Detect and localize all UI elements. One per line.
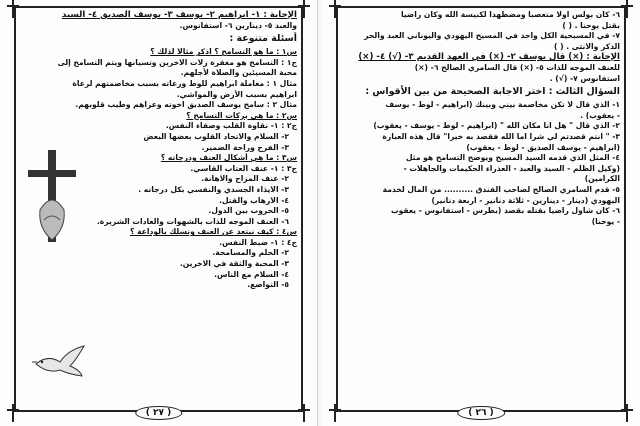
cross-ornament-icon <box>6 404 20 422</box>
page-27 <box>0 0 318 426</box>
cross-ornament-icon <box>620 0 634 18</box>
cross-ornament-icon <box>297 404 311 422</box>
text-line: ج٢ : ١- نقاوة القلب وصفاء النفس. <box>165 121 297 131</box>
text-line: - يوحنا) <box>591 216 620 226</box>
text-line: ٥- التواضع. <box>247 280 289 290</box>
question-line: س٣ : ما هي أشكال العنف ودرجاته ؟ <box>160 153 297 163</box>
text-line: ج١ : التسامح هو مغفرة زلات الاخرين وتسيانها ويتم التسامح إلى <box>57 57 297 67</box>
dove-illustration-icon <box>30 340 90 382</box>
cross-ornament-icon <box>6 0 20 18</box>
question-line: س٤ : كيف نبتعد عن العنف ونسلك بالوداعة ؟ <box>130 227 297 237</box>
text-line: ج٤ : ١- ضبط النفس. <box>219 237 297 247</box>
text-line: (وكيل الظلم - السيد والعبد - العذراء الحكيمات والجاهلات - <box>403 163 620 173</box>
text-line: محبة المسيئين والصلاة لأجلهم. <box>180 68 297 78</box>
text-line: ٣- المحبة والثقة في الاخرين. <box>179 259 289 269</box>
crucifix-illustration-icon <box>26 150 78 246</box>
text-line: اليهودي (دينار - دينارين - ثلاثة دنانير - اربعة دنانير) <box>431 195 620 205</box>
text-line: ٢- السلام والاتحاد القلوب بعضها البعض <box>143 131 289 141</box>
text-line: ٢- عنف المزاح والاهانة. <box>201 174 289 184</box>
text-line: ج٣ : ١- عنف العتاب القاسي. <box>190 163 297 173</box>
text-line: ٦- العنف الموجه للذات بالشهوات والعادات الشريرة. <box>96 216 289 226</box>
section-heading: أسئلة متنوعة : <box>229 33 297 45</box>
text-line: ٥- قدم السامري الصالح لصاحب الفندق .......... من المال لخدمة <box>382 184 620 194</box>
text-line: ٢- الحلم والمسامحة. <box>212 248 289 258</box>
cross-ornament-icon <box>297 0 311 18</box>
answer-line: الإجابة : (×) قال يوسف ٢- (×) في العهد القديم ٣- (√) ٤- (×) <box>358 52 620 63</box>
text-line: ٤- السلام مع الناس. <box>214 269 289 279</box>
question-line: س١ : ما هو التسامح ؟ اذكر مثالا لذلك ؟ <box>150 47 297 57</box>
text-line: (ابراهيم - يوسف الصديق - لوط - يعقوب) <box>466 142 620 152</box>
text-line: مثال ٢ : سامح يوسف الصديق اخوته وعزاهم وطيب قلوبهم. <box>75 100 297 110</box>
text-line: ٦- كان شاول راضيا بقتله بقصد (بطرس - استفانوس - يعقوب <box>391 206 620 216</box>
cross-ornament-icon <box>328 404 342 422</box>
text-line: ابراهيم بسبب الأرض والمواشي. <box>176 89 297 99</box>
section-heading: السؤال الثالث : اختر الاجابة الصحيحة من بين الأقواس : <box>365 86 620 98</box>
cross-ornament-icon <box>328 0 342 18</box>
text-line: ٣- الفرح وراحة الضمير. <box>201 142 289 152</box>
text-line: ٤- الارهاب والقتل. <box>219 195 289 205</box>
page-26-text <box>342 10 620 396</box>
text-line: ٦- كان بولس اولا متعصبا ومضطهدا لكنيسة الله وكان راضيا <box>400 10 620 19</box>
text-line: بقتل يوحنا . ( ) <box>562 20 620 30</box>
text-line: ٣- " انتم قصدتم لي شرا اما الله فقصد به خيرا" قال هذه العبارة <box>382 131 620 141</box>
page-26 <box>322 0 640 426</box>
text-line: - يعقوب) . <box>580 110 620 120</box>
text-line: والعبد ٥- دينارين ٦- استفانوس. <box>179 20 297 30</box>
text-line: استفانوس ٧- (√) . <box>549 73 620 83</box>
text-line: للعنف الموجه للذات ٥- (×) قال السامري الصالح ٦- (×) <box>414 62 620 72</box>
text-line: الكرامين) <box>584 174 620 184</box>
text-line: ١- الذي قال لا تكن مخاصمة بيني وبينك (ابراهيم - لوط - يوسف <box>385 100 620 110</box>
answer-line: الإجابة : ١- ابراهيم ٢- يوسف ٣- يوسف الصديق ٤- السيد <box>61 10 297 20</box>
question-line: س٢ : ما هي بركات التسامح ؟ <box>186 110 297 120</box>
text-line: ٤- المثل الذي قدمه السيد المسيح ويوضح التسامح هو مثل <box>405 153 620 163</box>
page-number: ( ٢٧ ) <box>135 406 183 420</box>
cross-ornament-icon <box>620 404 634 422</box>
text-line: ٢- الذي قال " هل انا مكان الله " (ابراهيم - لوط - يوسف - يعقوب) <box>373 121 620 131</box>
page-number: ( ٢٦ ) <box>457 406 505 420</box>
text-line: ٧- في المسيحية الكل واحد في المسيح اليهودي واليوناني العبد والحر <box>364 31 620 41</box>
text-line: ٥- الحروب بين الدول. <box>208 206 289 216</box>
text-line: مثال ١ : معاملة ابراهيم للوط ورعاته بسبب مخاصمتهم لرعاة <box>72 78 297 88</box>
text-line: الذكر والانثى . ( ) <box>554 41 620 51</box>
text-line: ٣- الايذاء الجسدي والنفسي بكل درجاته . <box>138 184 289 194</box>
